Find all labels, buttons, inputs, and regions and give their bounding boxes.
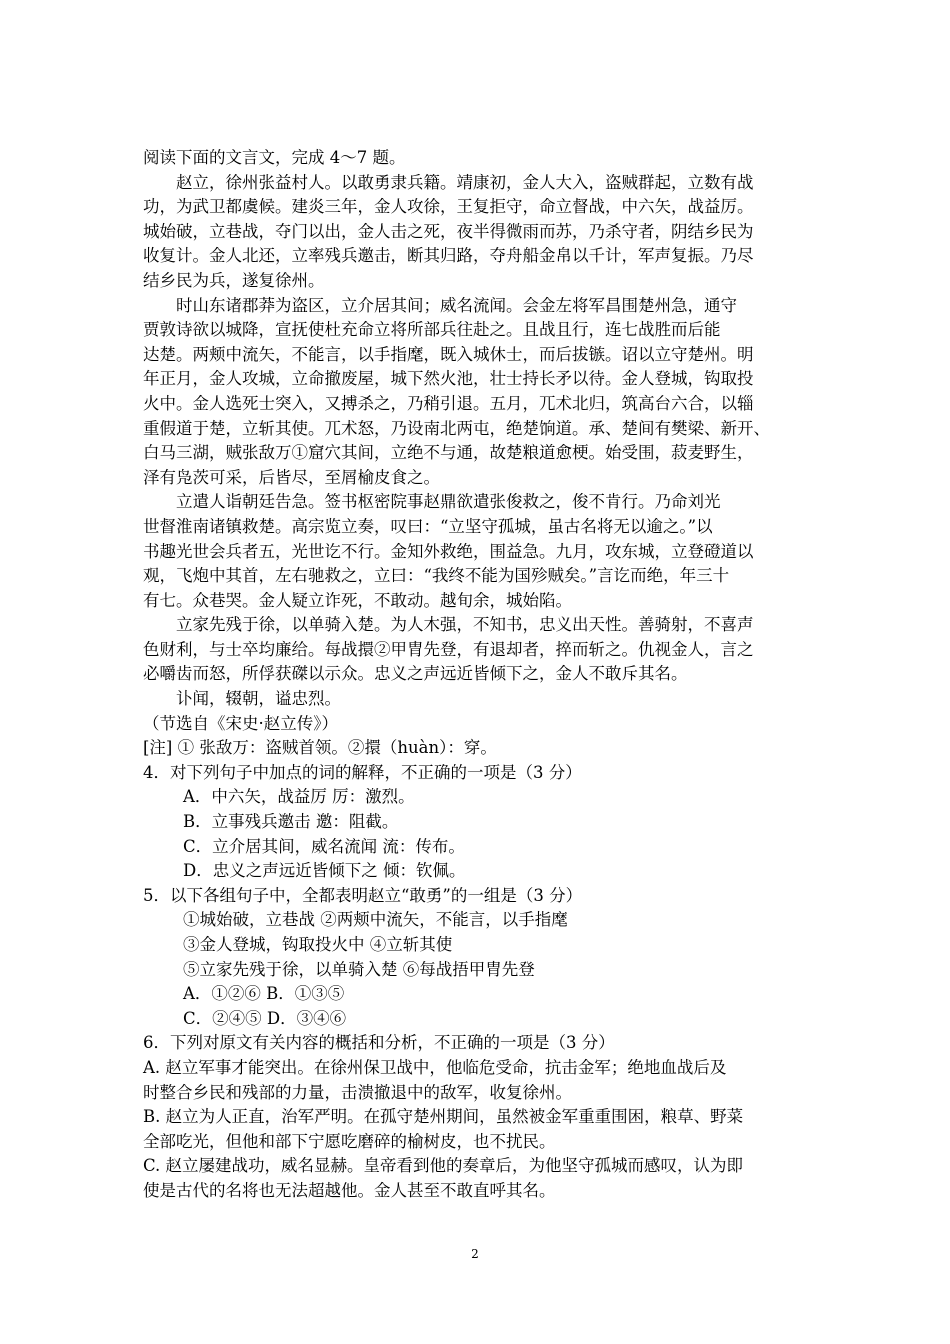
intro-line: 阅读下面的文言文，完成 4～7 题。 <box>143 148 406 167</box>
passage-line: 时山东诸郡莽为盗区，立介居其间；威名流闻。会金左将军昌围楚州急，通守 <box>176 295 737 315</box>
passage-line: 观，飞炮中其首，左右驰救之，立曰：“我终不能为国殄贼矣。”言讫而绝，年三十 <box>143 566 730 586</box>
passage-line: 火中。金人选死士突入，又搏杀之，乃稍引退。五月，兀术北归，筑高台六合，以辎 <box>143 393 754 413</box>
passage-paragraph-1 <box>143 171 823 294</box>
passage-paragraph-3 <box>143 490 823 613</box>
answer-option: C．立介居其间，威名流闻 流：传布。 <box>183 836 465 856</box>
passage-line: 立家先残于徐，以单骑入楚。为人木强，不知书，忠义出天性。善骑射，不喜声 <box>176 615 754 635</box>
passage-line: 立遣人诣朝廷告急。签书枢密院事赵鼎欲遣张俊救之，俊不肯行。乃命刘光 <box>176 492 721 512</box>
sentence-group: ③金人登城，钩取投火中 ④立斩其使 <box>183 935 453 954</box>
answer-option: B．立事残兵邀击 邀：阻截。 <box>183 812 399 832</box>
answer-option: A. 赵立军事才能突出。在徐州保卫战中，他临危受命，抗击金军；绝地血战后及 <box>143 1057 727 1077</box>
passage-line: 色财利，与士卒均廉给。每战擐②甲胄先登，有退却者，捽而斩之。仇视金人，言之 <box>143 639 754 659</box>
question-stem: 6．下列对原文有关内容的概括和分析，不正确的一项是（3 分） <box>143 1033 615 1053</box>
passage-line: 重假道于楚，立斩其使。兀术怒，乃设南北两屯，绝楚饷道。承、楚间有樊梁、新开、 <box>143 418 770 438</box>
answer-option: 时整合乡民和残部的力量，击溃撤退中的敌军，收复徐州。 <box>143 1082 572 1102</box>
passage-line: 有七。众巷哭。金人疑立诈死，不敢动。越旬余，城始陷。 <box>143 590 572 610</box>
passage-line: 贾敦诗欲以城降，宣抚使杜充命立将所部兵往赴之。且战且行，连七战胜而后能 <box>143 320 721 340</box>
question-stem: 5．以下各组句子中，全都表明赵立“敢勇”的一组是（3 分） <box>143 885 583 905</box>
passage-paragraph-2 <box>143 294 823 491</box>
passage-line: 泽有凫茨可采，后皆尽，至屑榆皮食之。 <box>143 467 440 487</box>
passage-line: 必嚼齿而怒，所俘获磔以示众。忠义之声远近皆倾下之，金人不敢斥其名。 <box>143 664 688 684</box>
passage-line: 功，为武卫都虞候。建炎三年，金人攻徐，王复拒守，命立督战，中六矢，战益厉。 <box>143 197 754 217</box>
passage-line: 达楚。两颊中流矢，不能言，以手指麾，既入城休士，而后拔镞。诏以立守楚州。明 <box>143 344 754 364</box>
passage-line: 收复计。金人北还，立率残兵邀击，断其归路，夺舟船金帛以千计，军声复振。乃尽 <box>143 246 754 266</box>
answer-option: A．中六矢，战益厉 厉：激烈。 <box>183 787 415 807</box>
answer-option: A．①②⑥ B．①③⑤ <box>183 984 345 1004</box>
passage-line: 年正月，金人攻城，立命撤废屋，城下然火池，壮士持长矛以待。金人登城，钩取投 <box>143 369 754 389</box>
passage-line: 白马三湖，贼张敌万①窟穴其间，立绝不与通，故楚粮道愈梗。始受围，菽麦野生， <box>143 443 754 463</box>
sentence-group: ⑤立家先残于徐，以单骑入楚 ⑥每战捂甲胄先登 <box>183 959 535 979</box>
footnote: [注] ① 张敌万：盗贼首领。②擐（huàn）：穿。 <box>143 738 497 758</box>
passage-line: 赵立，徐州张益村人。以敢勇隶兵籍。靖康初，金人大入，盗贼群起，立数有战 <box>176 172 754 192</box>
page-number: 2 <box>471 1247 479 1261</box>
passage-paragraph-4 <box>143 613 823 687</box>
passage-line: 结乡民为兵，遂复徐州。 <box>143 270 325 290</box>
source-citation: （节选自《宋史·赵立传》） <box>143 713 338 733</box>
answer-option: B. 赵立为人正直，治军严明。在孤守楚州期间，虽然被金军重重围困，粮草、野菜 <box>143 1107 744 1127</box>
answer-option: C．②④⑤ D．③④⑥ <box>183 1008 347 1028</box>
question-stem: 4．对下列句子中加点的词的解释，不正确的一项是（3 分） <box>143 762 582 782</box>
answer-option: 使是古代的名将也无法超越他。金人甚至不敢直呼其名。 <box>143 1180 556 1200</box>
answer-option: 全部吃光，但他和部下宁愿吃磨碎的榆树皮，也不扰民。 <box>143 1131 556 1151</box>
answer-option: D．忠义之声远近皆倾下之 倾：钦佩。 <box>183 861 466 881</box>
question-6 <box>143 1031 823 1203</box>
passage-paragraph-5: 讣闻，辍朝，谥忠烈。 <box>176 689 341 709</box>
passage-line: 书趣光世会兵者五，光世讫不行。金知外救绝，围益急。九月，攻东城，立登磴道以 <box>143 541 754 561</box>
passage-line: 世督淮南诸镇救楚。高宗览立奏，叹曰：“立坚守孤城，虽古名将无以逾之。”以 <box>143 516 713 536</box>
sentence-group: ①城始破，立巷战 ②两颊中流矢，不能言，以手指麾 <box>183 910 568 930</box>
document-body <box>143 146 823 1204</box>
answer-option: C. 赵立屡建战功，威名显赫。皇帝看到他的奏章后，为他坚守孤城而感叹，认为即 <box>143 1156 744 1176</box>
question-4 <box>143 761 823 884</box>
question-5 <box>143 884 823 1032</box>
passage-line: 城始破，立巷战，夺门以出，金人击之死，夜半得微雨而苏，乃杀守者，阴结乡民为 <box>143 221 754 241</box>
